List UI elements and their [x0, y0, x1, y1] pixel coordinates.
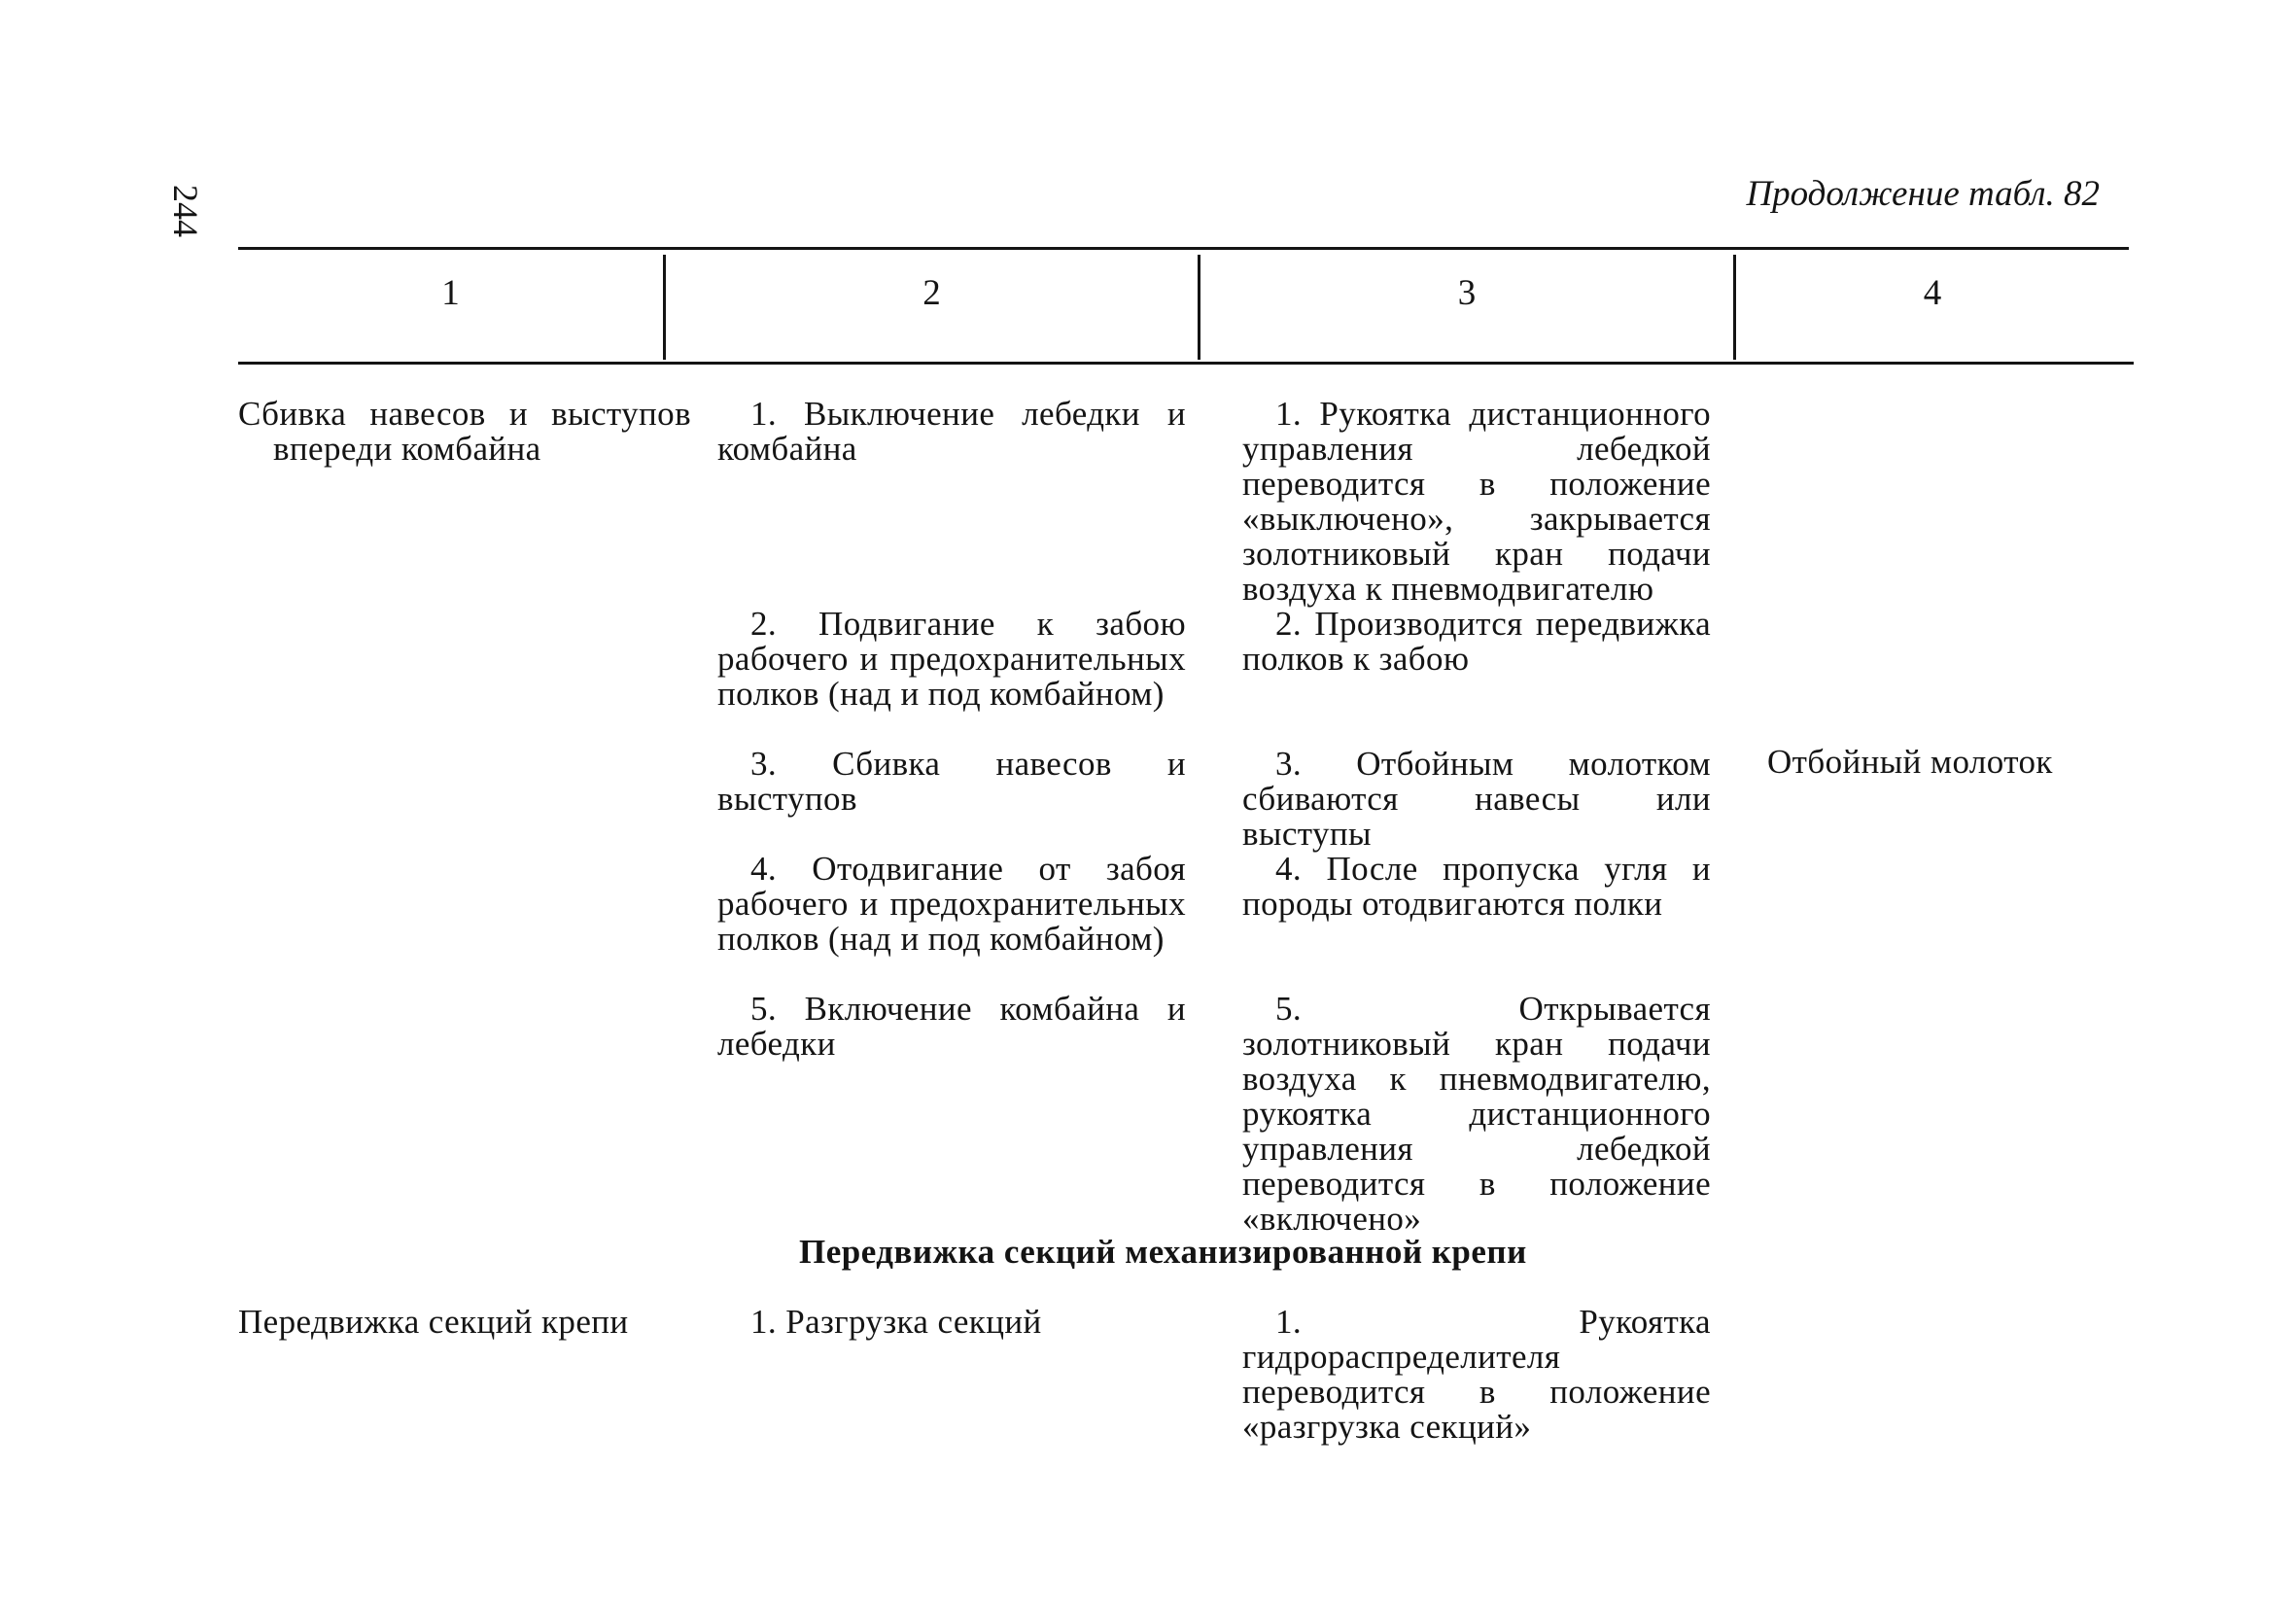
column-header-4: 4	[1923, 273, 1942, 313]
tool-cell-3: Отбойный молоток	[1767, 743, 2053, 781]
step-cell-4: 4. Отодвигание от забоя рабочего и предохранительных полков (над и под комбайном)	[717, 850, 1186, 958]
step-cell-2: 2. Подвигание к забою рабочего и предохранительных полков (над и под комбайном)	[717, 605, 1186, 713]
column-header-3: 3	[1457, 273, 1477, 313]
step-cell-1: 1. Выключение лебедки и комбайна	[717, 395, 1186, 468]
step-cell-3: 3. Сбивка навесов и выступов	[717, 745, 1186, 818]
table-header-rule	[238, 362, 2134, 365]
action-cell-3: 3. Отбойным молотком сбиваются навесы или выступы	[1242, 745, 1711, 853]
column-header-2: 2	[922, 273, 941, 313]
column-header-1: 1	[441, 273, 460, 313]
action-cell-2: 2. Производится передвижка полков к забою	[1242, 605, 1711, 678]
operation-cell-2: Передвижка секций крепи	[238, 1303, 629, 1341]
action-cell-4: 4. После пропуска угля и породы отодвигаются полки	[1242, 850, 1711, 923]
action-cell-5: 5. Открывается золотниковый кран подачи воздуха к пневмодвигателю, рукоятка дистанционного управления лебедкой переводится в положение «включено»	[1242, 990, 1711, 1238]
table-caption: Продолжение табл. 82	[1746, 174, 2100, 214]
step-cell-5: 5. Включение комбайна и лебедки	[717, 990, 1186, 1063]
operation-cell: Сбивка навесов и выступов впереди комбайна	[238, 395, 691, 468]
action-cell-6: 1. Рукоятка гидрораспределителя переводится в положение «разгрузка секций»	[1242, 1303, 1711, 1446]
section-heading: Передвижка секций механизированной крепи	[799, 1233, 1527, 1271]
page-number: 244	[166, 185, 205, 237]
step-cell-6: 1. Разгрузка секций	[750, 1303, 1042, 1341]
table-top-rule	[238, 247, 2129, 250]
action-cell-1: 1. Рукоятка дистанционного управления лебедкой переводится в положение «выключено», закрывается золотниковый кран подачи воздуха к пневмодвигателю	[1242, 395, 1711, 608]
